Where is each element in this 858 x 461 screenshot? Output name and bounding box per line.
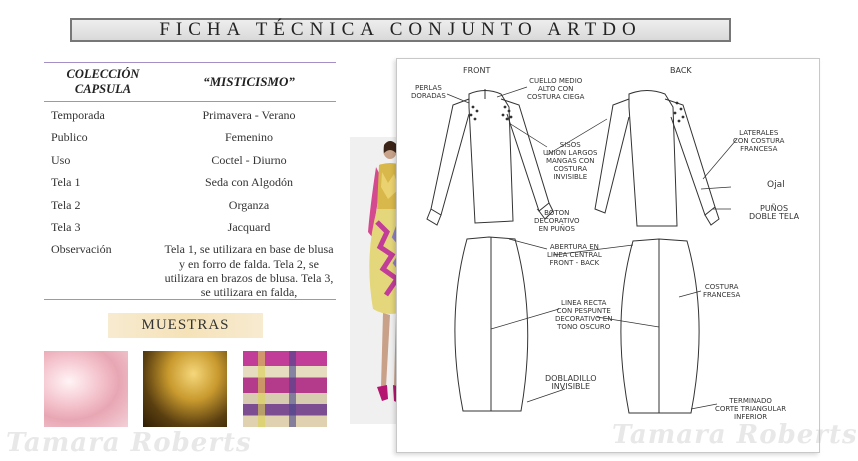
annotation-boton: BOTON DECORATIVO EN PUÑOS	[534, 209, 580, 233]
row-label: Tela 1	[51, 175, 81, 190]
front-left-sleeve	[431, 99, 469, 215]
observation-line: Tela 1, se utilizara en base de blusa	[164, 242, 334, 257]
row-label: Publico	[51, 130, 88, 145]
annotation-dobladillo: DOBLADILLO INVISIBLE	[545, 374, 597, 391]
annotation-linea: LINEA RECTA CON PESPUNTE DECORATIVO EN TONO OSCURO	[555, 299, 613, 331]
front-right-sleeve	[501, 99, 549, 211]
table-row	[44, 195, 336, 217]
annotation-terminado: TERMINADO CORTE TRIANGULAR INFERIOR	[715, 397, 787, 421]
annotation-costura: COSTURA FRANCESA	[703, 283, 741, 299]
row-label: Tela 3	[51, 219, 81, 234]
page-title: FICHA TÉCNICA CONJUNTO ARTDO	[70, 18, 731, 42]
table-row	[44, 150, 336, 172]
front-label: FRONT	[463, 66, 491, 75]
back-blouse-body	[629, 91, 677, 227]
back-right-sleeve	[665, 99, 715, 215]
observation-line: y en forro de falda. Tela 2, se	[179, 256, 319, 271]
annotation-sisos: SISOS UNION LARGOS MANGAS CON COSTURA INVISIBLE	[543, 141, 598, 181]
row-value: Organza	[228, 197, 270, 212]
row-label: Tela 2	[51, 197, 81, 212]
row-label: Temporada	[51, 108, 105, 122]
row-label: Uso	[51, 152, 71, 167]
technical-sketch	[396, 58, 820, 453]
table-header	[44, 63, 336, 101]
annotation-perlas: PERLAS DORADAS	[411, 84, 446, 100]
pink-organza-swatch	[44, 351, 128, 427]
jacquard-swatch	[243, 351, 327, 427]
table-row	[44, 172, 336, 194]
row-value: Jacquard	[227, 219, 271, 234]
table-row	[44, 217, 336, 239]
observation-line: utilizara en brazos de blusa. Tela 3,	[164, 270, 334, 285]
back-left-sleeve	[595, 99, 629, 213]
table-row	[44, 127, 336, 149]
observation-text	[162, 242, 336, 299]
front-blouse-body	[469, 91, 513, 224]
row-value: Primavera - Verano	[202, 108, 296, 122]
back-skirt	[621, 239, 699, 413]
spec-table	[44, 62, 336, 300]
pearl-dots	[470, 102, 685, 123]
table-bottom-rule	[44, 299, 336, 300]
annotation-ojal: Ojal	[767, 180, 785, 190]
watermark-left: Tamara Roberts	[6, 428, 252, 458]
row-label: Observación	[51, 242, 112, 257]
muestras-label: MUESTRAS	[108, 313, 263, 338]
collection-header: COLECCIÓN CAPSULA	[66, 67, 140, 96]
row-value: Coctel - Diurno	[211, 152, 287, 167]
watermark-right: Tamara Roberts	[612, 420, 858, 450]
table-row-observation	[44, 239, 336, 299]
observation-line: se utilizara en falda,	[200, 284, 298, 299]
back-label: BACK	[670, 66, 692, 75]
annotation-punos: PUÑOS DOBLE TELA	[749, 204, 800, 221]
gold-silk-swatch	[143, 351, 227, 427]
row-value: Femenino	[225, 130, 273, 145]
annotation-abertura: ABERTURA EN LINEA CENTRAL FRONT - BACK	[547, 243, 602, 267]
annotation-laterales: LATERALES CON COSTURA FRANCESA	[733, 129, 785, 153]
collection-name: “MISTICISMO”	[203, 74, 295, 89]
table-body	[44, 102, 336, 299]
annotation-cuello: CUELLO MEDIO ALTO CON COSTURA CIEGA	[527, 77, 585, 101]
table-row	[44, 105, 336, 127]
sketch-drawing	[397, 59, 821, 454]
row-value: Seda con Algodón	[205, 175, 293, 190]
